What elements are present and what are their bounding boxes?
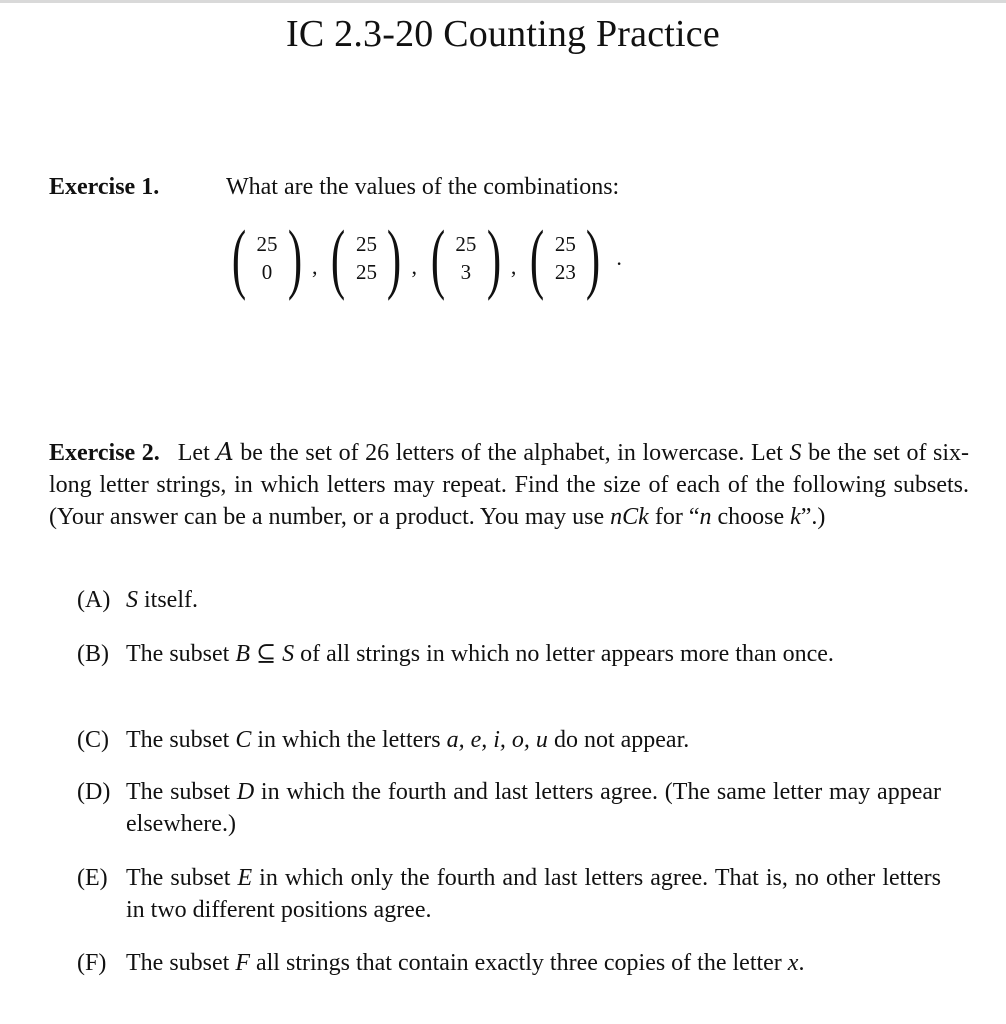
- right-paren: ): [387, 214, 402, 301]
- item-text: The subset: [126, 727, 236, 753]
- item-text: in which the fourth and last letters agree. (The same letter may appear elsewhere.): [126, 779, 941, 837]
- page-title: IC 2.3-20 Counting Practice: [286, 13, 720, 55]
- item-text: The subset: [126, 950, 236, 976]
- set-variable: E: [237, 865, 253, 891]
- vowel-letters: a, e, i, o, u: [446, 727, 548, 753]
- binomial-k: 23: [554, 260, 576, 284]
- item-text: The subset: [126, 779, 237, 805]
- exercise-1-prompt: What are the values of the combinations:: [226, 174, 620, 200]
- intro-text: for “: [648, 504, 700, 530]
- n-variable: n: [699, 504, 712, 530]
- exercise-1-heading: Exercise 1.: [49, 174, 160, 200]
- binomial-n: 25: [554, 232, 576, 256]
- set-s-symbol: S: [789, 440, 802, 466]
- exercise-2-intro: [49, 436, 969, 533]
- list-item-d: [77, 776, 941, 840]
- set-a-symbol: A: [216, 438, 234, 466]
- right-paren: ): [486, 214, 502, 301]
- binomial-1: [226, 214, 308, 301]
- item-label: (F): [77, 950, 107, 976]
- list-item-b: [77, 638, 941, 670]
- item-label: (B): [77, 641, 109, 667]
- set-variable: C: [235, 727, 252, 753]
- k-variable: k: [790, 504, 801, 530]
- comma: ,: [311, 254, 318, 279]
- top-border: [0, 0, 1006, 3]
- list-item-c: [77, 724, 941, 756]
- item-text: of all strings in which no letter appears more than once.: [294, 641, 834, 667]
- binomial-3: [425, 214, 507, 301]
- item-label: (E): [77, 865, 108, 891]
- binomial-n: 25: [455, 232, 477, 256]
- binomial-n: 25: [355, 232, 377, 256]
- item-label: (D): [77, 779, 111, 805]
- list-item-a: [77, 584, 941, 616]
- right-paren: ): [586, 214, 601, 301]
- right-paren: ): [287, 214, 303, 301]
- set-variable: F: [235, 950, 250, 976]
- period: .: [616, 245, 622, 270]
- item-text: The subset: [126, 641, 236, 667]
- set-variable: S: [126, 587, 138, 613]
- letter-x: x: [787, 950, 799, 976]
- exercise-2-heading: Exercise 2.: [49, 440, 160, 466]
- item-label: (C): [77, 727, 109, 753]
- left-paren: (: [331, 214, 346, 301]
- item-label: (A): [77, 587, 111, 613]
- intro-text: Let: [177, 440, 217, 466]
- binomial-k: 25: [355, 260, 377, 284]
- left-paren: (: [530, 214, 545, 301]
- list-item-e: [77, 862, 941, 926]
- intro-text: choose: [711, 504, 791, 530]
- item-text: The subset: [126, 865, 238, 891]
- comma: ,: [510, 254, 517, 279]
- binomial-2: [325, 214, 407, 301]
- left-paren: (: [231, 214, 247, 301]
- item-text: .: [798, 950, 805, 976]
- intro-text: ”.): [800, 504, 826, 530]
- comma: ,: [411, 254, 417, 279]
- combinations-row: [226, 214, 622, 301]
- binomial-n: 25: [256, 232, 278, 256]
- set-variable: D: [236, 779, 255, 805]
- item-text: all strings that contain exactly three copies of the letter: [249, 950, 788, 976]
- intro-text: be the set of 26 letters of the alphabet, in lowercase. Let: [233, 440, 790, 466]
- binomial-k: 3: [460, 260, 472, 284]
- intro-text: be the set of six-long letter strings, in which letters may repeat. Find the size of each of the following subsets. (Your answer can be a number, or a product. You may use: [49, 440, 970, 530]
- left-paren: (: [430, 214, 446, 301]
- list-item-f: [77, 947, 941, 979]
- binomial-k: 0: [261, 260, 273, 284]
- item-text: do not appear.: [547, 727, 690, 753]
- item-text: itself.: [138, 587, 198, 613]
- nck-notation: nCk: [610, 504, 649, 530]
- item-text: in which only the fourth and last letters agree. That is, no other letters in two different positions agree.: [126, 865, 941, 923]
- binomial-4: [524, 214, 606, 301]
- set-variable: B ⊆ S: [235, 641, 295, 667]
- item-text: in which the letters: [251, 727, 447, 753]
